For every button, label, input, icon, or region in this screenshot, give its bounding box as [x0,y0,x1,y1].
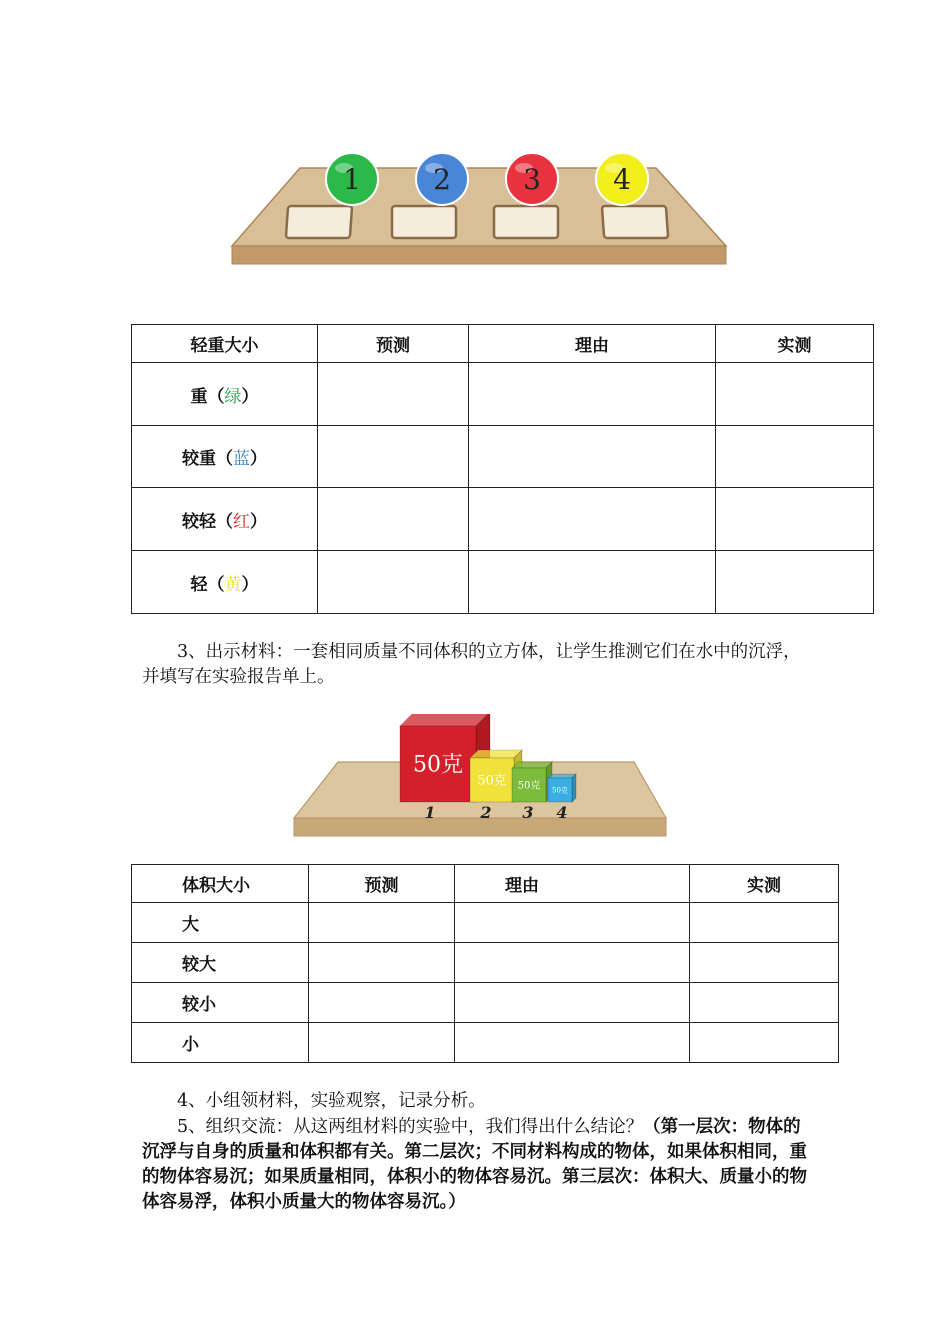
cube-label: 50克 [477,773,507,789]
measured-cell[interactable] [690,903,839,943]
weight-table [131,324,874,614]
ball-number: 3 [523,163,541,196]
header-weight: 轻重大小 [132,325,318,363]
prediction-cell[interactable] [309,903,455,943]
row-label: 较重（蓝） [132,426,318,488]
ball [506,153,558,205]
cube-label: 50克 [552,786,568,795]
paragraph-5-question: 5、组织交流：从这两组材料的实验中，我们得出什么结论？ [177,1117,644,1137]
reason-cell[interactable] [455,1023,690,1063]
reason-cell[interactable] [455,943,690,983]
prediction-cell[interactable] [318,551,469,614]
cube-label: 50克 [413,752,463,778]
prediction-cell[interactable] [318,426,469,488]
reason-cell[interactable] [469,363,716,426]
ball [416,153,468,205]
row-label: 重（绿） [132,363,318,426]
row-label: 大 [132,903,309,943]
header-prediction: 预测 [309,865,455,903]
reason-cell[interactable] [469,551,716,614]
table-row [132,363,874,426]
header-prediction: 预测 [318,325,469,363]
prediction-cell[interactable] [318,363,469,426]
prediction-cell[interactable] [309,983,455,1023]
measured-cell[interactable] [690,1023,839,1063]
ball-number: 2 [433,163,451,196]
cube-number: 2 [480,803,492,822]
cube-number: 3 [522,803,534,822]
row-label: 较轻（红） [132,488,318,551]
table-row [132,983,839,1023]
measured-cell[interactable] [716,426,874,488]
paragraph-4: 4、小组领材料，实验观察，记录分析。 [177,1091,486,1111]
color-word: 绿 [224,386,242,407]
row-label: 较小 [132,983,309,1023]
header-volume: 体积大小 [132,865,309,903]
prediction-cell[interactable] [309,943,455,983]
header-reason: 理由 [469,325,716,363]
measured-cell[interactable] [690,943,839,983]
reason-cell[interactable] [455,903,690,943]
ball [596,153,648,205]
table-row [132,551,874,614]
measured-cell[interactable] [716,363,874,426]
cube-label: 50克 [517,780,541,792]
color-word: 红 [233,511,250,532]
header-measured: 实测 [716,325,874,363]
cubes-tray-figure [290,714,670,840]
ball-number: 1 [343,163,361,196]
color-word: 黄 [224,574,242,595]
row-label: 较大 [132,943,309,983]
balls-tray-figure [226,150,730,270]
header-reason: 理由 [455,865,690,903]
ball-number: 4 [613,163,631,196]
prediction-cell[interactable] [318,488,469,551]
row-label: 小 [132,1023,309,1063]
prediction-cell[interactable] [309,1023,455,1063]
paragraph-5 [142,1115,812,1215]
table-row [132,426,874,488]
volume-table [131,864,839,1063]
ball [326,153,378,205]
table-row [132,1023,839,1063]
table-row [132,943,839,983]
header-measured: 实测 [690,865,839,903]
color-word: 蓝 [233,449,250,469]
reason-cell[interactable] [469,426,716,488]
reason-cell[interactable] [469,488,716,551]
paragraph-5-conclusion: （第一层次：物体的沉浮与自身的质量和体积都有关。第二层次；不同材料构成的物体，如果体积相同，重的物体容易沉；如果质量相同，体积小的物体容易沉。第三层次：体积大、质量小的物体容易浮，体积小质量大的物体容易沉。） [142,1117,807,1212]
measured-cell[interactable] [716,551,874,614]
table-row [132,903,839,943]
measured-cell[interactable] [716,488,874,551]
row-label: 轻（黄） [132,551,318,614]
cube-number: 1 [424,803,436,822]
tray-front [232,246,726,264]
paragraph-3: 3、出示材料：一套相同质量不同体积的立方体，让学生推测它们在水中的沉浮，并填写在实验报告单上。 [142,642,801,687]
cube-number: 4 [556,803,568,822]
volume-table-header [132,865,839,903]
reason-cell[interactable] [455,983,690,1023]
weight-table-header [132,325,874,363]
measured-cell[interactable] [690,983,839,1023]
table-row [132,488,874,551]
